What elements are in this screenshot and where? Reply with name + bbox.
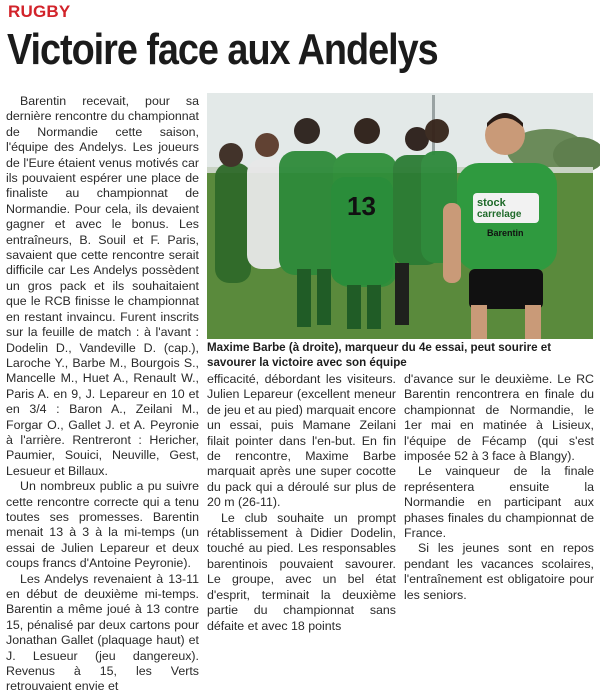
team-photo	[207, 93, 593, 339]
paragraph: Si les jeunes sont en repos pendant les vacances scolaires, l'entraînement est obligatoire pour les seniors.	[404, 541, 594, 602]
jersey-sponsor-line-3: Barentin	[487, 228, 524, 238]
jersey-sponsor-line-2: carrelage	[477, 209, 522, 220]
article-column-1	[6, 94, 199, 694]
article-column-2	[207, 372, 396, 633]
article-column-3	[404, 372, 594, 602]
jersey-number: 13	[347, 191, 376, 221]
section-label: RUGBY	[8, 2, 71, 21]
paragraph: efficacité, débordant les visiteurs. Julien Lepareur (excellent meneur de jeu et au pied) marquait encore un essai, puis Mamane Zeilani filait pointer dans l'en-but. En fin de rencontre, Maxime Barbe marquait après une super cocotte du pack qui a déroulé sur plus de 20 m (26-11).	[207, 372, 396, 510]
team-photo-illustration	[207, 93, 593, 339]
paragraph: Les Andelys revenaient à 13-11 en début de deuxième mi-temps. Barentin a même joué à 13 contre 15, pénalisé par deux cartons pour Jonathan Gallet (plaquage haut) et J. Lesueur (jeu dangereux). Revenus à 15, les Verts retrouvaient envie et	[6, 571, 199, 694]
photo-caption: Maxime Barbe (à droite), marqueur du 4e essai, peut sourire et savourer la victoire avec son équipe	[207, 341, 552, 369]
paragraph: Le vainqueur de la finale représentera ensuite la Normandie en participant aux phases finales du championnat de France.	[404, 464, 594, 541]
article-headline: Victoire face aux Andelys	[7, 25, 438, 74]
paragraph: Un nombreux public a pu suivre cette rencontre correcte qui a tenu toutes ses promesses. Barentin menait 13 à 3 à la mi-temps (un essai de Julien Lepareur et deux coups francs d'Antoine Peyronie).	[6, 479, 199, 571]
paragraph: Barentin recevait, pour sa dernière rencontre du championnat de Normandie cette saison, l'équipe des Andelys. Les joueurs de l'Eure étaient venus motivés car ils pouvaient espérer une place de finaliste au championnat de Normandie. Pour cela, ils devaient gagner et avec le bonus. Les entraîneurs, B. Souil et F. Paris, savaient que cette rencontre serait difficile car Les Andelys possèdent un gros pack et ils souhaitaient que le RCB finisse le championnat en restant invaincu. Furent inscrits sur la feuille de match : à l'avant : Dodelin D., Vandeville D. (cap.), Laroche Y., Barbe M., Bourgois S., Mancelle M., Huet A., Renault W., Paris A. en 9, J. Lepareur en 10 et en 3/4 : Baron A., Zeilani M., Forgar O., Gallet J. et A. Peyronie à l'arrière. Rentreront : Hericher, Paumier, Souici, Neuville, Gest, Lesueur et Billaux.	[6, 94, 199, 478]
paragraph: Le club souhaite un prompt rétablissement à Didier Dodelin, touché au pied. Les responsables barentinois pouvaient savourer. Le groupe, avec un bel état d'esprit, terminait la deuxième partie du championnat sans défaite et avec 18 points	[207, 510, 396, 633]
paragraph: d'avance sur le deuxième. Le RC Barentin rencontrera en finale du championnat de Normandie, le 1er mai en matinée à Lisieux, l'équipe de Fécamp (qui s'est imposée 52 à 3 face à Blangy).	[404, 372, 594, 464]
jersey-sponsor-line-1: stock	[477, 197, 506, 209]
